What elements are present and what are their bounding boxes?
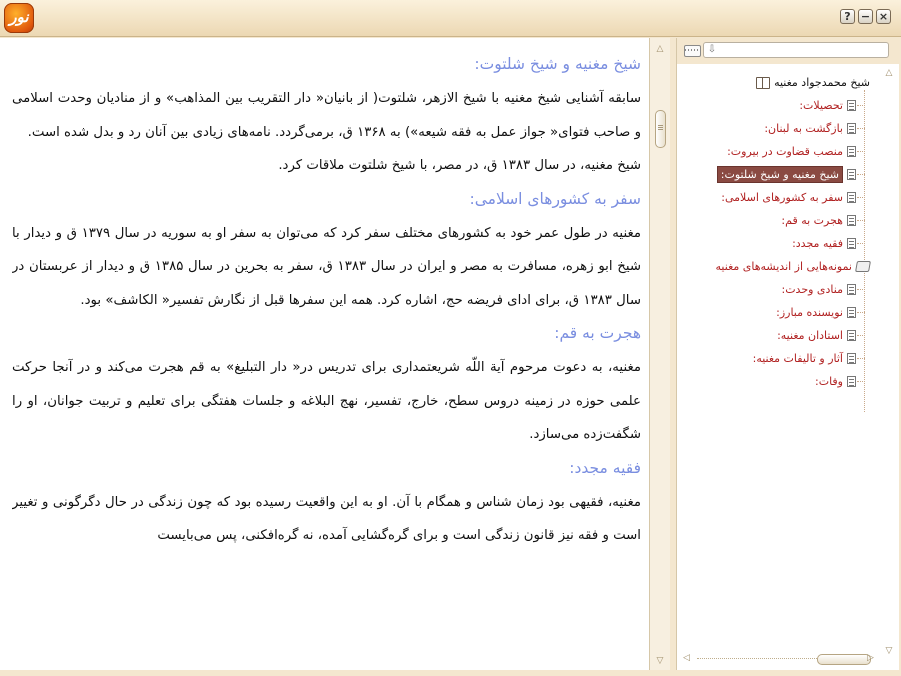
toc-hscrollbar[interactable] bbox=[677, 650, 881, 668]
section-paragraph: مغنیه در طول عمر خود به کشورهای مختلف سفر کرد که می‌توان به سفر او به سوریه در سال ۱۳۷۹ ق و دیدار با شیخ ابو زهره، مسافرت به مصر و ایران در سال ۱۳۸۳ ق، سفر به بحرین در سال ۱۳۸۵ ق و دیدار از عربستان در سال ۱۳۸۳ ق، برای ادای فریضه حج، اشاره کرد. همه این سفرها قبل از نگارش تفسیر« الکاشف» بود. bbox=[12, 225, 641, 308]
doc-icon bbox=[847, 238, 856, 249]
toc-item-label: آثار و تالیفات مغنیه: bbox=[752, 351, 843, 365]
tree-branch bbox=[857, 358, 865, 359]
doc-icon bbox=[847, 123, 856, 134]
toc-item[interactable] bbox=[815, 372, 856, 390]
book-icon bbox=[756, 77, 770, 89]
section-heading: فقیه مجدد: bbox=[569, 458, 641, 477]
toc-root-label: شیخ محمدجواد مغنیه bbox=[774, 76, 870, 89]
toc-item[interactable] bbox=[721, 188, 856, 206]
arrow-down-icon[interactable]: ⇩ bbox=[707, 44, 717, 55]
toc-item-label: استادان مغنیه: bbox=[777, 328, 843, 342]
content-section bbox=[12, 186, 641, 318]
help-button[interactable]: ? bbox=[840, 9, 855, 24]
toc-item[interactable] bbox=[776, 303, 856, 321]
section-paragraph: مغنیه، فقیهی بود زمان شناس و همگام با آن. او به این واقعیت رسیده بود که چون زندگی در حال دگرگونی و تغییر است و فقه نیز قانون زندگی است و برای گره‌گشایی آمده، نه گره‌افکنی، پس می‌بایست bbox=[12, 494, 641, 543]
toc-item[interactable] bbox=[716, 257, 870, 275]
tree-branch bbox=[857, 220, 865, 221]
doc-icon bbox=[847, 284, 856, 295]
toc-item[interactable] bbox=[727, 142, 856, 160]
doc-icon bbox=[847, 376, 856, 387]
title-bar bbox=[0, 0, 901, 37]
doc-icon bbox=[847, 146, 856, 157]
toc-scroll-up-icon[interactable]: △ bbox=[885, 68, 893, 78]
tree-branch bbox=[857, 174, 865, 175]
app-logo bbox=[4, 3, 34, 33]
doc-icon bbox=[847, 100, 856, 111]
toc-search-input[interactable] bbox=[703, 42, 889, 58]
content-text bbox=[12, 48, 641, 662]
content-section bbox=[12, 320, 641, 452]
keyboard-icon[interactable] bbox=[684, 45, 701, 57]
doc-icon bbox=[847, 330, 856, 341]
tree-connector bbox=[864, 90, 865, 412]
minimize-button[interactable]: − bbox=[858, 9, 873, 24]
toc-item-label: هجرت به قم: bbox=[781, 213, 843, 227]
window-controls bbox=[840, 9, 891, 24]
tree-branch bbox=[857, 105, 865, 106]
doc-icon bbox=[847, 192, 856, 203]
toc-item-label: تحصیلات: bbox=[799, 98, 843, 112]
doc-icon bbox=[847, 307, 856, 318]
content-section bbox=[12, 455, 641, 553]
toc-scroll-down-icon[interactable]: ▽ bbox=[885, 646, 893, 656]
toc-item-label: بازگشت به لبنان: bbox=[764, 121, 843, 135]
toc-item[interactable] bbox=[777, 326, 856, 344]
scroll-up-icon[interactable]: △ bbox=[656, 44, 664, 54]
doc-icon bbox=[847, 169, 856, 180]
tree-branch bbox=[857, 197, 865, 198]
doc-icon bbox=[847, 353, 856, 364]
section-heading: شیخ مغنیه و شیخ شلتوت: bbox=[474, 55, 641, 73]
toc-scrollbar[interactable] bbox=[881, 68, 897, 660]
tree-branch bbox=[857, 151, 865, 152]
tree-branch bbox=[857, 128, 865, 129]
toc-item[interactable] bbox=[764, 119, 856, 137]
tree-branch bbox=[857, 312, 865, 313]
doc-icon bbox=[847, 215, 856, 226]
section-heading: هجرت به قم: bbox=[554, 324, 641, 342]
toc-scroll-right-icon[interactable]: ▷ bbox=[867, 653, 874, 663]
tree-branch bbox=[857, 289, 865, 290]
toc-item[interactable] bbox=[799, 96, 856, 114]
toc-item[interactable] bbox=[781, 211, 856, 229]
folder-icon bbox=[855, 261, 871, 272]
toc-item-label: فقیه مجدد: bbox=[792, 236, 843, 250]
toc-hscroll-thumb[interactable] bbox=[817, 654, 871, 665]
section-heading: سفر به کشورهای اسلامی: bbox=[469, 189, 641, 208]
content-scrollbar[interactable] bbox=[650, 38, 670, 670]
section-paragraph: سابقه آشنایی شیخ مغنیه با شیخ الازهر، شلتوت( از بانیان« دار التقریب بین المذاهب» و از منادیان وحدت اسلامی و صاحب فتوای« جواز عمل به فقه شیعه») به ۱۳۶۸ ق، برمی‌گردد. نامه‌های زیادی بین آنان رد و بدل شده است. bbox=[12, 91, 641, 140]
tree-branch bbox=[857, 335, 865, 336]
content-section bbox=[12, 51, 641, 183]
toc-root[interactable] bbox=[756, 76, 870, 89]
content-scroll-thumb[interactable] bbox=[655, 110, 666, 148]
app-logo-text: نور bbox=[9, 8, 29, 26]
toc-tree bbox=[677, 70, 882, 650]
tree-branch bbox=[857, 381, 865, 382]
section-paragraph: مغنیه، به دعوت مرحوم آیة اللّه شریعتمداری برای تدریس در« دار التبلیغ» به قم هجرت می‌کند و در آنجا حرکت علمی حوزه در زمینه دروس سطح، خارج، تفسیر، نهج البلاغه و جلسات هفتگی برای تعلیم و تربیت جوانان، او را شگفت‌زده می‌سازد. bbox=[12, 360, 641, 442]
toc-item-label: نمونه‌هایی از اندیشه‌های مغنیه bbox=[715, 259, 852, 273]
toc-item-label: منصب قضاوت در بیروت: bbox=[727, 144, 843, 158]
toc-item-label: شیخ مغنیه و شیخ شلتوت: bbox=[717, 166, 843, 183]
toc-item-label: وفات: bbox=[815, 374, 843, 388]
toc-item[interactable] bbox=[717, 165, 856, 183]
scroll-down-icon[interactable]: ▽ bbox=[656, 656, 664, 666]
toc-toolbar bbox=[677, 38, 899, 64]
toc-item[interactable] bbox=[792, 234, 856, 252]
toc-scroll-left-icon[interactable]: ◁ bbox=[683, 653, 690, 663]
tree-branch bbox=[857, 243, 865, 244]
section-paragraph: شیخ مغنیه، در سال ۱۳۸۳ ق، در مصر، با شیخ شلتوت ملاقات کرد. bbox=[278, 158, 641, 173]
toc-panel bbox=[676, 38, 899, 670]
toc-item-label: سفر به کشورهای اسلامی: bbox=[721, 190, 843, 204]
toc-item-label: منادی وحدت: bbox=[781, 282, 843, 296]
toc-item[interactable] bbox=[781, 280, 856, 298]
bottom-strip bbox=[0, 670, 901, 676]
toc-item[interactable] bbox=[753, 349, 856, 367]
toc-item-label: نویسنده مبارز: bbox=[776, 305, 843, 319]
close-button[interactable]: × bbox=[876, 9, 891, 24]
content-pane bbox=[0, 38, 650, 670]
